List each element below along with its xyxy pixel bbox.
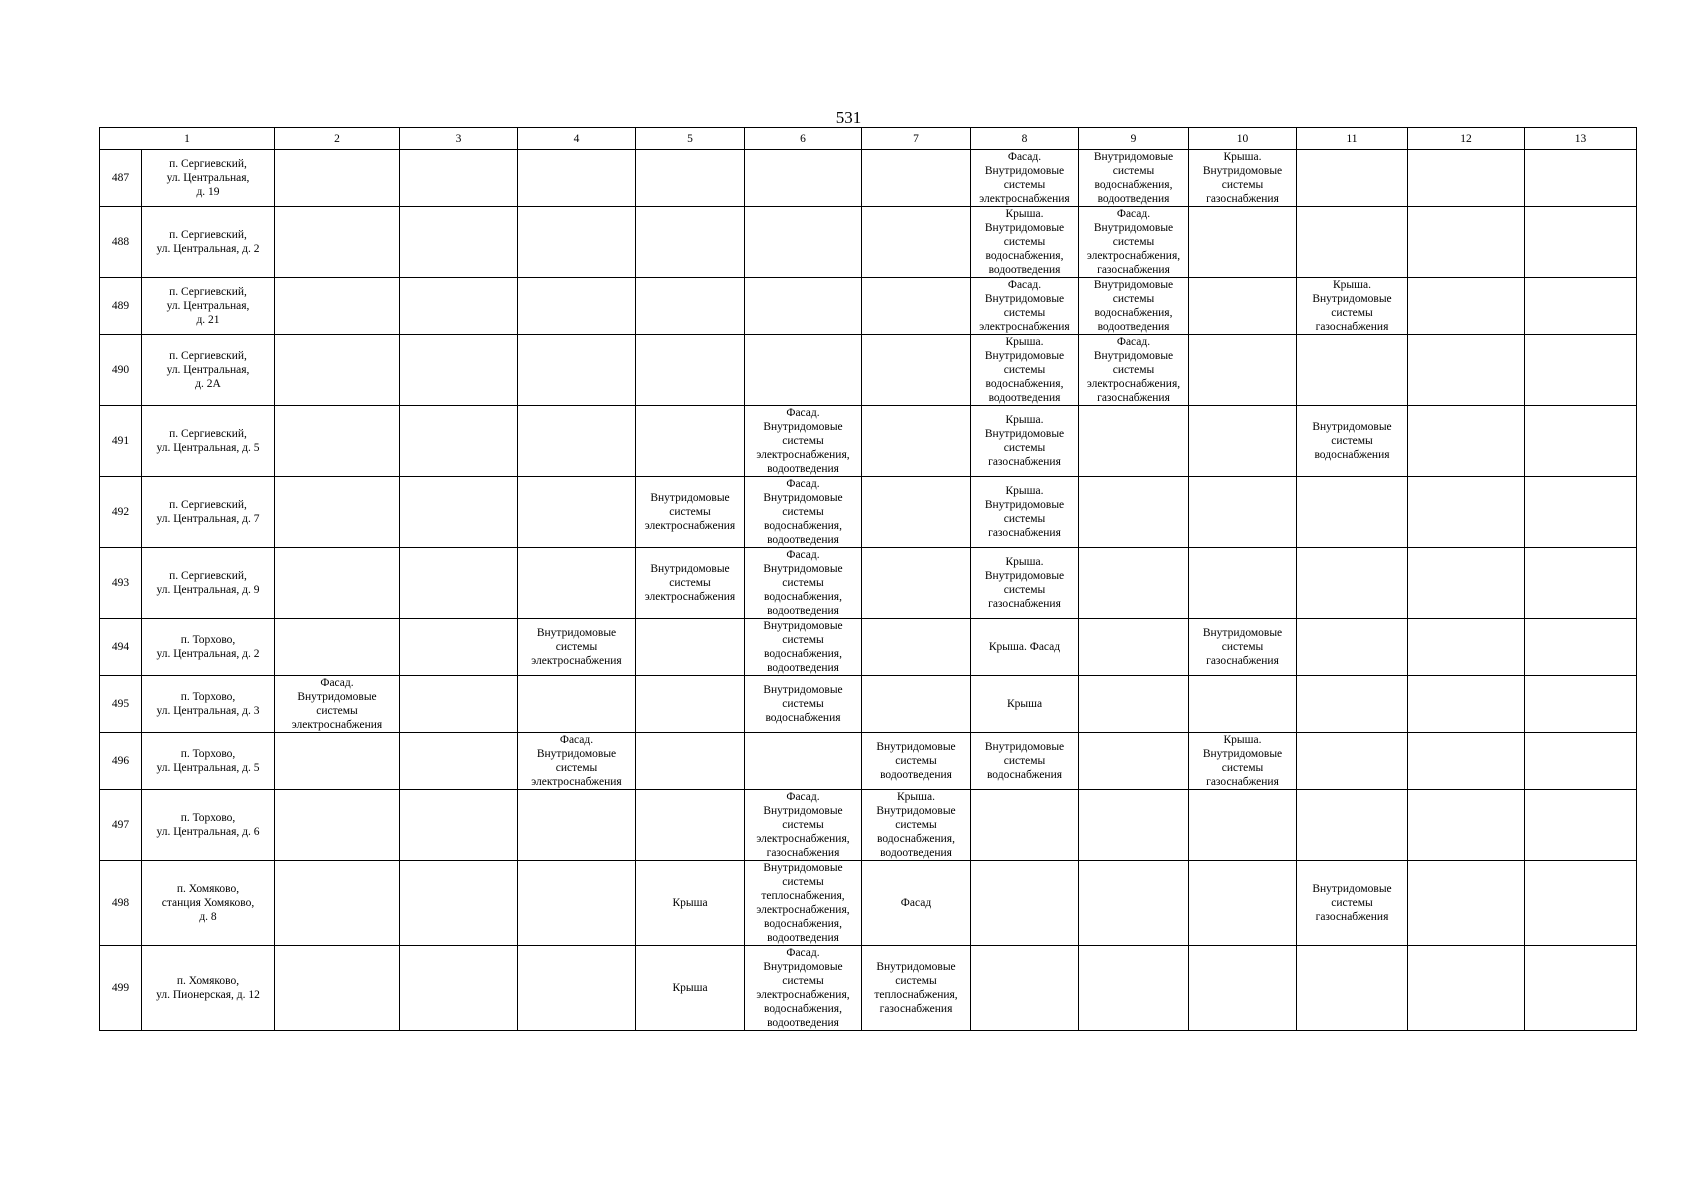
work-cell <box>1079 733 1189 790</box>
work-cell <box>1079 548 1189 619</box>
work-cell: Внутридомовые системы водоснабжения, водоотведения <box>1079 278 1189 335</box>
work-cell <box>400 207 518 278</box>
work-cell: Внутридомовые системы водоотведения <box>862 733 971 790</box>
table-row <box>100 946 1637 1031</box>
work-cell <box>971 861 1079 946</box>
work-cell <box>1079 676 1189 733</box>
work-cell <box>518 406 636 477</box>
work-cell <box>1189 790 1297 861</box>
row-number: 492 <box>100 477 142 548</box>
work-cell <box>1189 207 1297 278</box>
work-cell: Фасад. Внутридомовые системы электроснабжения, газоснабжения <box>1079 335 1189 406</box>
work-cell <box>1525 150 1637 207</box>
address-cell: п. Торхово, ул. Центральная, д. 3 <box>142 676 275 733</box>
work-cell <box>275 278 400 335</box>
row-number: 494 <box>100 619 142 676</box>
work-cell <box>1525 207 1637 278</box>
work-cell: Крыша <box>636 946 745 1031</box>
work-cell <box>1297 150 1408 207</box>
work-cell: Внутридомовые системы водоснабжения, водоотведения <box>745 619 862 676</box>
work-cell <box>400 790 518 861</box>
work-cell <box>636 406 745 477</box>
column-header: 3 <box>400 128 518 150</box>
table-row <box>100 733 1637 790</box>
table-row <box>100 150 1637 207</box>
work-cell <box>275 406 400 477</box>
work-cell <box>636 150 745 207</box>
work-cell <box>1079 619 1189 676</box>
table-row <box>100 278 1637 335</box>
work-cell <box>275 477 400 548</box>
work-cell <box>1297 207 1408 278</box>
row-number: 491 <box>100 406 142 477</box>
work-cell <box>636 733 745 790</box>
work-cell: Фасад. Внутридомовые системы электроснабжения <box>971 150 1079 207</box>
work-cell: Внутридомовые системы электроснабжения <box>636 477 745 548</box>
work-cell <box>518 477 636 548</box>
column-header: 7 <box>862 128 971 150</box>
work-cell <box>636 619 745 676</box>
work-cell: Крыша. Фасад <box>971 619 1079 676</box>
work-cell <box>400 278 518 335</box>
work-cell <box>518 790 636 861</box>
work-cell <box>400 150 518 207</box>
work-cell <box>1297 619 1408 676</box>
work-cell <box>1408 548 1525 619</box>
work-cell <box>1525 335 1637 406</box>
address-cell: п. Сергиевский, ул. Центральная, д. 19 <box>142 150 275 207</box>
work-cell <box>745 335 862 406</box>
column-number-header <box>100 128 1637 150</box>
work-cell <box>1189 676 1297 733</box>
work-cell <box>1525 406 1637 477</box>
work-cell <box>1525 548 1637 619</box>
work-cell <box>1189 406 1297 477</box>
work-cell <box>862 207 971 278</box>
work-cell <box>275 619 400 676</box>
work-cell: Внутридомовые системы газоснабжения <box>1189 619 1297 676</box>
work-cell <box>1408 406 1525 477</box>
work-cell <box>745 733 862 790</box>
column-header: 4 <box>518 128 636 150</box>
address-cell: п. Сергиевский, ул. Центральная, д. 21 <box>142 278 275 335</box>
work-cell: Крыша. Внутридомовые системы газоснабжения <box>1189 733 1297 790</box>
column-header: 12 <box>1408 128 1525 150</box>
work-cell: Внутридомовые системы водоснабжения <box>971 733 1079 790</box>
work-cell <box>518 946 636 1031</box>
work-cell <box>400 733 518 790</box>
work-cell <box>400 477 518 548</box>
work-cell <box>400 406 518 477</box>
work-cell <box>275 946 400 1031</box>
column-header: 13 <box>1525 128 1637 150</box>
work-cell <box>745 278 862 335</box>
table-row <box>100 861 1637 946</box>
row-number: 487 <box>100 150 142 207</box>
work-cell: Крыша <box>971 676 1079 733</box>
work-cell <box>636 790 745 861</box>
work-cell <box>862 335 971 406</box>
row-number: 496 <box>100 733 142 790</box>
work-cell: Внутридомовые системы теплоснабжения, газоснабжения <box>862 946 971 1031</box>
work-cell <box>1189 946 1297 1031</box>
work-cell <box>1525 861 1637 946</box>
column-header: 6 <box>745 128 862 150</box>
address-cell: п. Торхово, ул. Центральная, д. 2 <box>142 619 275 676</box>
work-cell: Внутридомовые системы электроснабжения <box>636 548 745 619</box>
column-header: 11 <box>1297 128 1408 150</box>
work-cell <box>518 548 636 619</box>
table-row <box>100 207 1637 278</box>
column-header: 10 <box>1189 128 1297 150</box>
table-row <box>100 676 1637 733</box>
work-cell: Крыша. Внутридомовые системы газоснабжения <box>971 406 1079 477</box>
work-cell <box>1189 548 1297 619</box>
work-cell <box>1408 150 1525 207</box>
work-cell: Крыша. Внутридомовые системы газоснабжения <box>971 548 1079 619</box>
work-cell <box>636 335 745 406</box>
row-number: 495 <box>100 676 142 733</box>
address-cell: п. Сергиевский, ул. Центральная, д. 5 <box>142 406 275 477</box>
row-number: 489 <box>100 278 142 335</box>
work-cell <box>1408 946 1525 1031</box>
address-cell: п. Хомяково, станция Хомяково, д. 8 <box>142 861 275 946</box>
work-cell <box>275 861 400 946</box>
row-number: 488 <box>100 207 142 278</box>
work-cell: Внутридомовые системы газоснабжения <box>1297 861 1408 946</box>
work-cell: Внутридомовые системы водоснабжения, водоотведения <box>1079 150 1189 207</box>
address-cell: п. Сергиевский, ул. Центральная, д. 9 <box>142 548 275 619</box>
work-cell <box>400 335 518 406</box>
work-cell <box>518 150 636 207</box>
work-cell: Фасад. Внутридомовые системы электроснабжения <box>275 676 400 733</box>
work-cell <box>1189 861 1297 946</box>
work-cell <box>1525 619 1637 676</box>
work-cell <box>1408 733 1525 790</box>
address-cell: п. Сергиевский, ул. Центральная, д. 7 <box>142 477 275 548</box>
work-cell: Крыша. Внутридомовые системы водоснабжения, водоотведения <box>862 790 971 861</box>
page-number: 531 <box>835 108 862 127</box>
work-cell <box>1525 946 1637 1031</box>
work-cell <box>518 335 636 406</box>
work-cell <box>1297 548 1408 619</box>
address-cell: п. Торхово, ул. Центральная, д. 6 <box>142 790 275 861</box>
work-cell: Фасад. Внутридомовые системы водоснабжения, водоотведения <box>745 548 862 619</box>
work-cell <box>275 207 400 278</box>
table-row <box>100 477 1637 548</box>
work-cell <box>1189 335 1297 406</box>
work-cell <box>400 676 518 733</box>
row-number: 490 <box>100 335 142 406</box>
work-cell <box>1079 790 1189 861</box>
work-cell <box>862 406 971 477</box>
row-number: 498 <box>100 861 142 946</box>
work-cell <box>518 676 636 733</box>
work-cell <box>1079 946 1189 1031</box>
column-header: 9 <box>1079 128 1189 150</box>
work-cell: Крыша. Внутридомовые системы водоснабжения, водоотведения <box>971 335 1079 406</box>
table-row <box>100 619 1637 676</box>
work-cell <box>1408 676 1525 733</box>
row-number: 499 <box>100 946 142 1031</box>
work-cell: Крыша. Внутридомовые системы газоснабжения <box>1189 150 1297 207</box>
work-cell <box>518 278 636 335</box>
work-cell <box>1525 278 1637 335</box>
work-cell: Фасад. Внутридомовые системы электроснабжения, водоотведения <box>745 406 862 477</box>
work-cell <box>1408 207 1525 278</box>
work-cell: Фасад. Внутридомовые системы электроснабжения, водоснабжения, водоотведения <box>745 946 862 1031</box>
work-cell <box>1408 278 1525 335</box>
work-cell <box>1297 946 1408 1031</box>
column-header: 8 <box>971 128 1079 150</box>
row-number: 493 <box>100 548 142 619</box>
work-cell <box>1297 335 1408 406</box>
work-cell <box>862 477 971 548</box>
work-cell: Крыша. Внутридомовые системы водоснабжения, водоотведения <box>971 207 1079 278</box>
work-cell <box>275 150 400 207</box>
work-cell: Крыша. Внутридомовые системы газоснабжения <box>971 477 1079 548</box>
work-cell: Внутридомовые системы теплоснабжения, электроснабжения, водоснабжения, водоотведения <box>745 861 862 946</box>
work-cell <box>1079 406 1189 477</box>
work-cell <box>862 619 971 676</box>
work-cell <box>1189 278 1297 335</box>
work-cell: Крыша. Внутридомовые системы газоснабжения <box>1297 278 1408 335</box>
work-cell <box>1408 335 1525 406</box>
table-row <box>100 406 1637 477</box>
work-cell <box>1408 790 1525 861</box>
work-cell <box>862 676 971 733</box>
work-cell: Фасад. Внутридомовые системы электроснабжения, газоснабжения <box>745 790 862 861</box>
work-cell <box>275 733 400 790</box>
work-cell <box>1408 861 1525 946</box>
work-cell <box>745 207 862 278</box>
work-cell <box>1408 477 1525 548</box>
work-cell: Фасад. Внутридомовые системы водоснабжения, водоотведения <box>745 477 862 548</box>
work-cell <box>1297 733 1408 790</box>
work-cell <box>636 207 745 278</box>
work-cell <box>1408 619 1525 676</box>
work-cell: Внутридомовые системы электроснабжения <box>518 619 636 676</box>
work-cell <box>1189 477 1297 548</box>
work-cell <box>400 619 518 676</box>
work-cell <box>518 207 636 278</box>
work-cell <box>862 548 971 619</box>
work-cell <box>1079 861 1189 946</box>
address-cell: п. Сергиевский, ул. Центральная, д. 2 <box>142 207 275 278</box>
work-cell <box>1525 733 1637 790</box>
work-cell: Внутридомовые системы водоснабжения <box>1297 406 1408 477</box>
work-cell <box>1525 790 1637 861</box>
work-cell <box>400 548 518 619</box>
table-row <box>100 790 1637 861</box>
work-cell <box>518 861 636 946</box>
work-cell <box>971 790 1079 861</box>
work-cell <box>1525 676 1637 733</box>
address-cell: п. Сергиевский, ул. Центральная, д. 2А <box>142 335 275 406</box>
work-cell: Фасад. Внутридомовые системы электроснабжения <box>971 278 1079 335</box>
work-cell: Внутридомовые системы водоснабжения <box>745 676 862 733</box>
address-cell: п. Хомяково, ул. Пионерская, д. 12 <box>142 946 275 1031</box>
work-cell <box>745 150 862 207</box>
repair-schedule-table <box>99 127 1637 1031</box>
work-cell <box>1297 477 1408 548</box>
work-cell: Фасад. Внутридомовые системы электроснабжения <box>518 733 636 790</box>
work-cell <box>1297 676 1408 733</box>
work-cell <box>971 946 1079 1031</box>
address-cell: п. Торхово, ул. Центральная, д. 5 <box>142 733 275 790</box>
work-cell <box>862 150 971 207</box>
row-number: 497 <box>100 790 142 861</box>
table-row <box>100 548 1637 619</box>
column-header: 5 <box>636 128 745 150</box>
work-cell <box>1079 477 1189 548</box>
work-cell <box>400 946 518 1031</box>
work-cell <box>862 278 971 335</box>
work-cell: Крыша <box>636 861 745 946</box>
work-cell <box>275 335 400 406</box>
work-cell <box>1297 790 1408 861</box>
work-cell <box>636 676 745 733</box>
table-row <box>100 335 1637 406</box>
column-header: 1 <box>100 128 275 150</box>
work-cell <box>636 278 745 335</box>
work-cell: Фасад. Внутридомовые системы электроснабжения, газоснабжения <box>1079 207 1189 278</box>
work-cell <box>1525 477 1637 548</box>
work-cell <box>275 548 400 619</box>
column-header: 2 <box>275 128 400 150</box>
work-cell: Фасад <box>862 861 971 946</box>
work-cell <box>275 790 400 861</box>
work-cell <box>400 861 518 946</box>
